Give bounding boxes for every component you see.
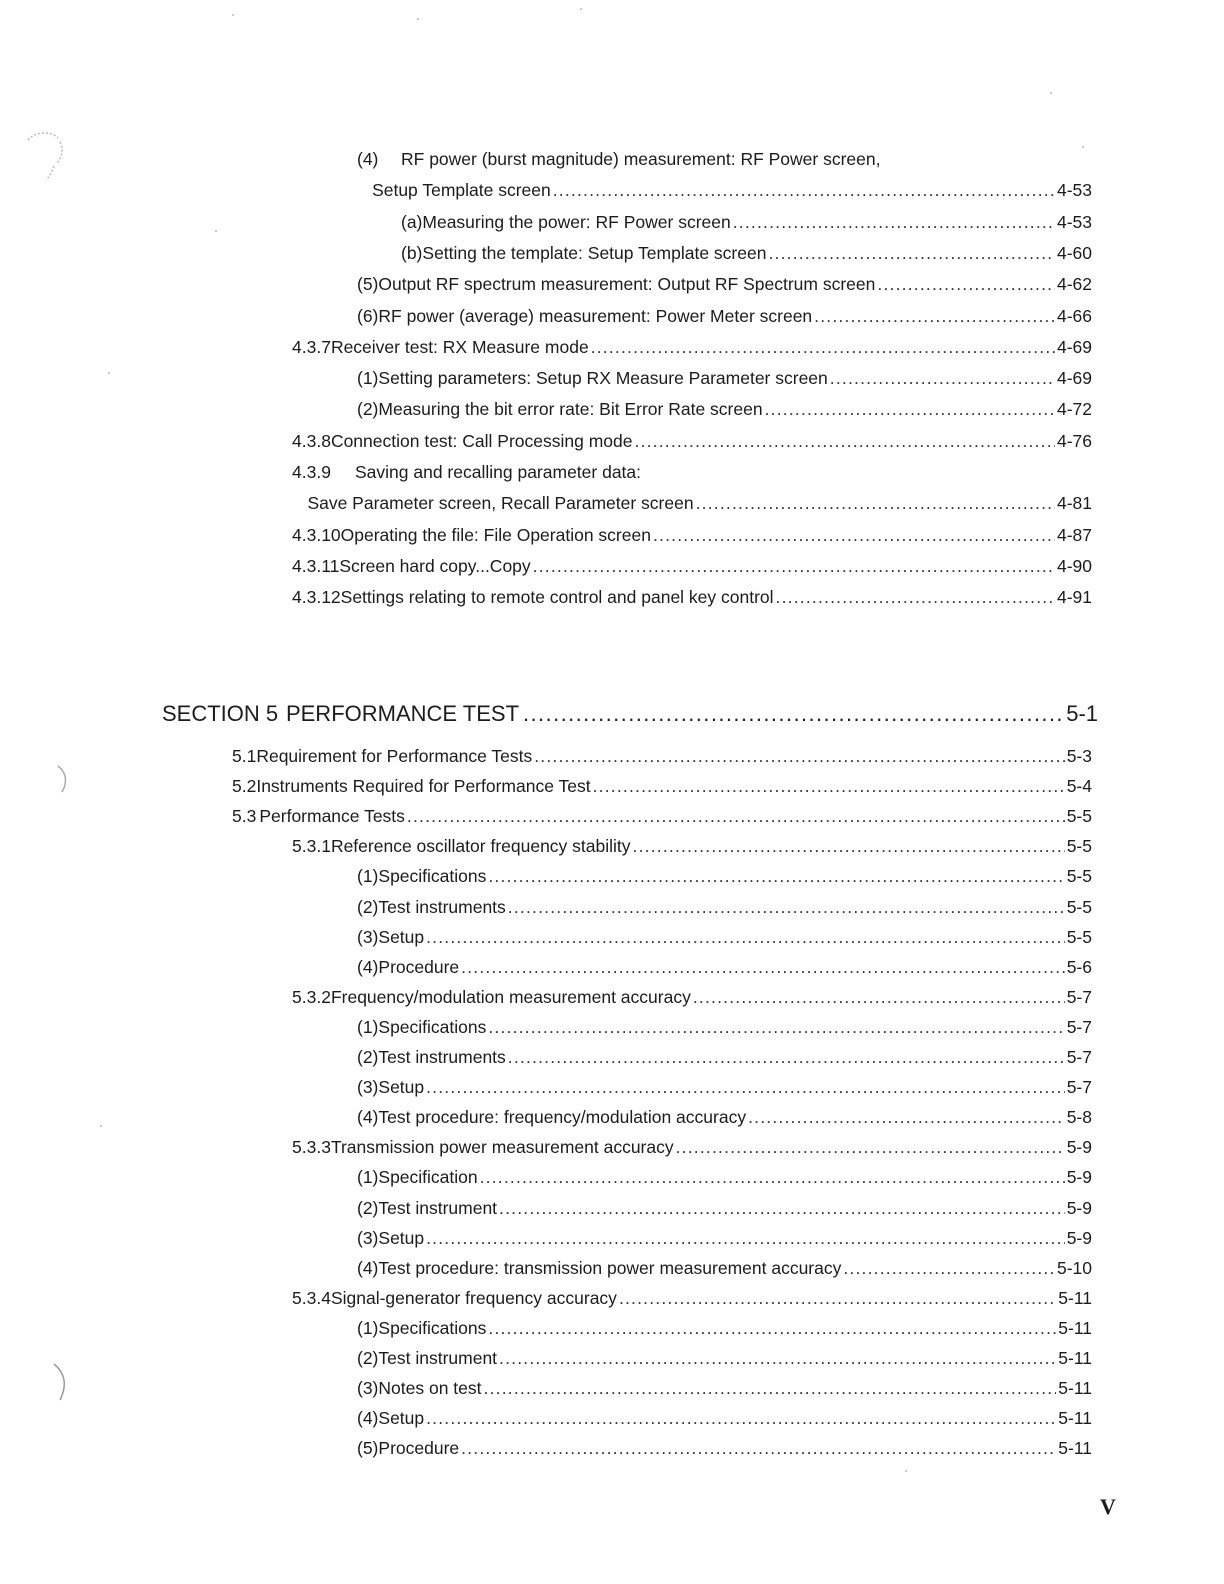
toc-entry-title: Setting the template: Setup Template screen [422, 242, 767, 263]
toc-entry-title: Saving and recalling parameter data: [355, 462, 642, 482]
dot-leader [814, 303, 1055, 329]
toc-entry-title: Connection test: Call Processing mode [330, 430, 633, 451]
toc-entry [292, 490, 1092, 516]
dot-leader [653, 522, 1055, 548]
toc-entry-number: (4) [357, 1257, 379, 1278]
toc-entry-title: Setup [378, 1077, 425, 1098]
toc-entry-number: 4.3.8 [292, 430, 331, 451]
toc-entry [357, 894, 1092, 920]
toc-entry-page: 4-53 [1056, 211, 1092, 232]
toc-entry-page: 4-72 [1056, 399, 1092, 420]
toc-entry-title: Save Parameter screen, Recall Parameter screen [307, 493, 694, 514]
dot-leader [768, 240, 1055, 266]
scan-speck [580, 8, 582, 10]
dot-leader [776, 584, 1055, 610]
dot-leader [480, 1164, 1065, 1190]
scan-speck [232, 14, 234, 16]
toc-entry-page: 5-7 [1066, 1047, 1092, 1067]
toc-entry [401, 209, 1092, 235]
toc-entry-number: (b) [401, 242, 423, 263]
toc-entry-number: (1) [357, 1016, 379, 1037]
toc-entry-title: Specifications [378, 866, 487, 887]
toc-entry-page: 4-60 [1056, 242, 1092, 263]
dot-leader [484, 1375, 1057, 1401]
toc-entry-title: RF power (burst magnitude) measurement: RF Power screen, [401, 149, 881, 169]
toc-entry-number: 4.3.10 [292, 524, 341, 545]
toc-entry [357, 365, 1092, 391]
toc-entry-number: (1) [357, 866, 379, 887]
toc-entry [357, 303, 1092, 329]
toc-entry [357, 954, 1092, 980]
toc-entry-number: (2) [357, 896, 379, 917]
toc-entry [357, 1255, 1092, 1281]
toc-entry-page: 5-9 [1066, 1227, 1092, 1248]
toc-entry-title: Test instruments [378, 896, 506, 917]
toc-entry-page: 4-90 [1056, 555, 1092, 576]
toc-entry-number: 5.3 [232, 806, 257, 827]
toc-entry-page: 5-11 [1058, 1348, 1092, 1368]
toc-entry [292, 459, 1092, 485]
toc-entry-page: 4-69 [1056, 368, 1092, 389]
toc-entry [292, 522, 1092, 548]
scan-speck [905, 1470, 907, 1472]
dot-leader [593, 773, 1065, 799]
toc-entry [357, 1104, 1092, 1130]
toc-entry-number: 4.3.9 [292, 462, 331, 482]
scan-speck [108, 372, 110, 374]
toc-entry-page: 5-7 [1066, 986, 1092, 1007]
scan-speck [100, 1125, 102, 1127]
toc-entry-title: Setup [378, 1227, 425, 1248]
dot-leader [499, 1195, 1065, 1221]
toc-entry [357, 1014, 1092, 1040]
toc-entry-title: Setting parameters: Setup RX Measure Parameter screen [378, 368, 828, 389]
toc-entry [292, 984, 1092, 1010]
toc-entry-title: Setup Template screen [372, 180, 551, 201]
toc-entry-number: 5.2 [232, 776, 257, 797]
dot-leader [461, 1435, 1056, 1461]
scan-speck [215, 230, 217, 232]
dot-leader [830, 365, 1055, 391]
toc-entry-page: 5-3 [1066, 746, 1092, 766]
toc-entry-page: 4-87 [1056, 524, 1092, 545]
scan-speck [417, 18, 419, 20]
toc-entry [292, 833, 1092, 859]
toc-entry-number: (4) [357, 149, 379, 169]
toc-entry [232, 803, 1092, 829]
page-number: V [1100, 1494, 1116, 1519]
toc-entry-title: Operating the file: File Operation screen [340, 524, 651, 545]
toc-entry [292, 428, 1092, 454]
toc-entry-title: Test instrument [378, 1348, 498, 1368]
toc-entry-page: 5-11 [1058, 1287, 1092, 1308]
toc-entry-page: 5-9 [1066, 1167, 1092, 1188]
section-label: SECTION 5 [162, 701, 279, 726]
dot-leader [843, 1255, 1055, 1281]
toc-entry [357, 1435, 1092, 1461]
toc-entry-number: 5.1 [232, 746, 257, 766]
toc-entry [232, 743, 1092, 769]
toc-entry-number: (2) [357, 1047, 379, 1067]
toc-entry-number: (2) [357, 399, 379, 420]
toc-entry-number: (4) [357, 1408, 379, 1429]
toc-entry-title: Reference oscillator frequency stability [330, 836, 631, 857]
toc-entry-number: 4.3.12 [292, 587, 341, 608]
toc-entry-page: 5-5 [1066, 896, 1092, 917]
dot-leader [488, 1014, 1064, 1040]
dot-leader [696, 490, 1055, 516]
toc-entry-number: (4) [357, 1107, 379, 1128]
toc-entry [357, 146, 1092, 172]
dot-leader [508, 894, 1065, 920]
toc-entry-number: (3) [357, 1378, 379, 1399]
toc-entry-title: Receiver test: RX Measure mode [330, 336, 589, 357]
dot-leader [426, 1225, 1065, 1251]
toc-entry-number: (1) [357, 1317, 379, 1338]
toc-entry-number: 4.3.11 [292, 555, 340, 576]
toc-entry-title: Specification [378, 1167, 478, 1188]
toc-entry-number: (a) [401, 211, 423, 232]
dot-leader [523, 698, 1062, 730]
toc-entry-title: RF power (average) measurement: Power Meter screen [378, 305, 813, 326]
toc-entry-title: Measuring the power: RF Power screen [422, 211, 731, 232]
toc-entry-title: Frequency/modulation measurement accuracy [330, 986, 691, 1007]
toc-entry [357, 1164, 1092, 1190]
toc-entry [357, 1044, 1092, 1070]
toc-entry-title: Procedure [378, 1438, 460, 1459]
toc-entry-title: Setup [378, 1408, 425, 1429]
toc-entry-page: 5-4 [1066, 776, 1092, 797]
dot-leader [553, 177, 1055, 203]
toc-entry-title: Specifications [378, 1317, 487, 1338]
toc-entry [357, 863, 1092, 889]
toc-entry-page: 4-91 [1056, 587, 1092, 608]
toc-entry-page: 5-5 [1066, 806, 1092, 827]
toc-entry [357, 1315, 1092, 1341]
margin-scan-mark-top [20, 128, 70, 188]
scan-speck [1050, 92, 1052, 94]
toc-entry-number: (2) [357, 1197, 379, 1218]
dot-leader [426, 924, 1065, 950]
toc-entry [357, 1074, 1092, 1100]
dot-leader [499, 1345, 1056, 1371]
dot-leader [407, 803, 1065, 829]
toc-entry [292, 1134, 1092, 1160]
dot-leader [676, 1134, 1065, 1160]
dot-leader [426, 1405, 1056, 1431]
toc-entry-number: (1) [357, 368, 379, 389]
toc-entry-title: Performance Tests [259, 806, 405, 827]
toc-entry-number: (1) [357, 1167, 379, 1188]
dot-leader [591, 334, 1055, 360]
toc-entry [357, 271, 1092, 297]
toc-entry-title: Procedure [378, 956, 460, 977]
dot-leader [461, 954, 1065, 980]
toc-entry-title: Settings relating to remote control and panel key control [340, 587, 774, 608]
toc-entry-page: 5-5 [1066, 926, 1092, 947]
toc-entry-page: 5-11 [1058, 1378, 1092, 1399]
dot-leader [426, 1074, 1065, 1100]
toc-entry-number: (6) [357, 305, 379, 326]
dot-leader [748, 1104, 1065, 1130]
toc-entry-number: 4.3.7 [292, 336, 331, 357]
toc-entry-title: Requirement for Performance Tests [256, 746, 533, 766]
toc-entry [357, 396, 1092, 422]
toc-entry-title: Test instruments [378, 1047, 506, 1067]
toc-entry-title: Transmission power measurement accuracy [330, 1137, 674, 1158]
toc-entry-page: 4-66 [1056, 305, 1092, 326]
toc-entry [292, 1285, 1092, 1311]
toc-entry [357, 924, 1092, 950]
toc-entry-number: 5.3.2 [292, 986, 331, 1007]
dot-leader [534, 743, 1064, 769]
toc-entry-title: Test procedure: transmission power measurement accuracy [378, 1257, 842, 1278]
dot-leader [765, 396, 1055, 422]
toc-entry [357, 1195, 1092, 1221]
section-5-heading [162, 698, 1098, 730]
dot-leader [488, 1315, 1056, 1341]
toc-entry-page: 4-81 [1056, 493, 1092, 514]
toc-entry [401, 240, 1092, 266]
toc-entry-page: 5-9 [1066, 1137, 1092, 1158]
toc-entry-title: Screen hard copy...Copy [339, 555, 531, 576]
toc-entry [357, 1225, 1092, 1251]
toc-entry-page: 5-8 [1066, 1107, 1092, 1128]
toc-entry-title: Test instrument [378, 1197, 498, 1218]
toc-entry-page: 5-5 [1066, 836, 1092, 857]
toc-entry-number: (4) [357, 956, 379, 977]
toc-entry-page: 5-11 [1058, 1438, 1092, 1459]
toc-entry-number: 5.3.4 [292, 1287, 331, 1308]
toc-entry-page: 5-10 [1056, 1257, 1092, 1278]
dot-leader [533, 553, 1055, 579]
toc-entry-page: 4-76 [1056, 430, 1092, 451]
dot-leader [634, 428, 1054, 454]
toc-entry-title: Signal-generator frequency accuracy [330, 1287, 617, 1308]
dot-leader [733, 209, 1055, 235]
toc-entry-title: Test procedure: frequency/modulation accuracy [378, 1107, 747, 1128]
toc-entry-title: Instruments Required for Performance Test [256, 776, 591, 797]
toc-entry-page: 4-62 [1056, 274, 1092, 295]
toc-entry-page: 5-7 [1066, 1016, 1092, 1037]
toc-entry-title: Output RF spectrum measurement: Output RF Spectrum screen [378, 274, 876, 295]
toc-entry-page: 4-53 [1056, 180, 1092, 201]
toc-entry-number: (2) [357, 1348, 379, 1368]
toc-entry [292, 584, 1092, 610]
toc-entry-page: 5-11 [1058, 1317, 1092, 1338]
toc-entry-number: (3) [357, 1077, 379, 1098]
toc-entry [357, 1345, 1092, 1371]
dot-leader [633, 833, 1065, 859]
toc-entry-page: 5-11 [1058, 1408, 1092, 1429]
toc-entry [232, 773, 1092, 799]
toc-entry [357, 1375, 1092, 1401]
toc-entry-page: 5-5 [1066, 866, 1092, 887]
toc-entry-number: (3) [357, 1227, 379, 1248]
toc-entry-number: (3) [357, 926, 379, 947]
toc-entry-page: 5-7 [1066, 1077, 1092, 1098]
toc-entry-number: 5.3.1 [292, 836, 331, 857]
margin-scan-mark-middle [50, 762, 80, 802]
dot-leader [508, 1044, 1065, 1070]
dot-leader [693, 984, 1065, 1010]
toc-entry-page: 5-9 [1066, 1197, 1092, 1218]
toc-entry-title: Setup [378, 926, 425, 947]
dot-leader [619, 1285, 1056, 1311]
toc-entry [357, 1405, 1092, 1431]
toc-entry [292, 334, 1092, 360]
toc-entry-number: 5.3.3 [292, 1137, 331, 1158]
toc-entry-page: 5-6 [1066, 956, 1092, 977]
dot-leader [877, 271, 1055, 297]
toc-entry-number: (5) [357, 1438, 379, 1459]
toc-entry-page: 4-69 [1056, 336, 1092, 357]
toc-entry-title: Measuring the bit error rate: Bit Error Rate screen [378, 399, 763, 420]
toc-entry [357, 177, 1092, 203]
section-title: PERFORMANCE TEST [285, 701, 520, 726]
margin-scan-mark-bottom [48, 1360, 78, 1410]
toc-entry-number: (5) [357, 274, 379, 295]
toc-entry-title: Specifications [378, 1016, 487, 1037]
section-page: 5-1 [1066, 701, 1098, 726]
toc-entry-title: Notes on test [378, 1378, 482, 1399]
dot-leader [488, 863, 1064, 889]
toc-entry [292, 553, 1092, 579]
